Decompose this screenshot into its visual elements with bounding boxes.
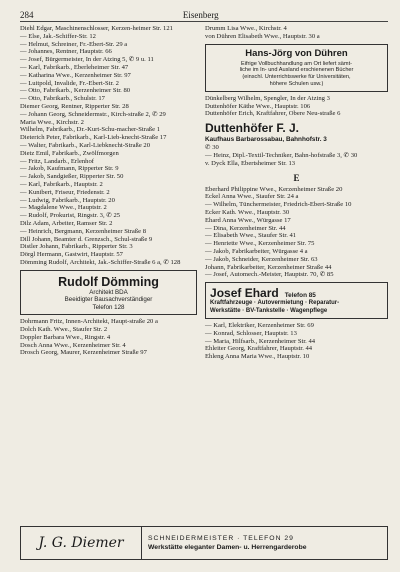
- directory-entry: — Elisabeth Wwe., Staufer Str. 41: [205, 232, 297, 240]
- section-title: Eisenberg: [182, 10, 219, 20]
- directory-entry: — Karl, Fabrikarb., Hauptstr. 2: [20, 180, 103, 188]
- directory-entry: — Karl, Fabrikarb., Eberleheimer Str. 47: [20, 63, 129, 71]
- ad-rudolf-line1: Architekt BDA: [89, 288, 128, 296]
- directory-entry: Dolch Kath. Wwe., Staufer Str. 2: [20, 326, 108, 333]
- directory-entry: Dilz Adam, Arbeiter, Ramser Str. 2: [20, 219, 113, 227]
- directory-entry: Eberhard Philippine Wwe., Kerzenheimer Straße 20: [205, 185, 343, 193]
- ad-ehard-line1: Kraftfahrzeuge · Autovermietung · Reparatur-: [210, 300, 340, 307]
- directory-entry: — Jakob, Sandgießer, Ripperter Str. 50: [20, 173, 124, 181]
- footer-ad-diemer: [20, 526, 388, 560]
- directory-entry: — Dina, Kerzenheimer Str. 44: [205, 224, 286, 232]
- directory-entry: von Dühren Elisabeth Wwe., Hauptstr. 30 a: [205, 32, 320, 40]
- directory-entry: — Karl, Elektriker, Kerzenheimer Str. 69: [205, 321, 314, 329]
- directory-entry: — Josef, Bürgermeister, In der Atzing 5, ✆ 9 u. 11: [20, 56, 154, 64]
- ad-ehard-name: Josef Ehard: [210, 286, 279, 301]
- directory-entry: Wilhelm, Fabrikarb., Dr.-Kurt-Schu-macher-Straße 1: [20, 126, 161, 134]
- left-column: [20, 25, 197, 361]
- ad-rudolf-name: Rudolf Dömming: [58, 274, 159, 289]
- page-number: 284: [20, 10, 34, 20]
- directory-entry: Dill Johann, Beamter d. Grenzsch., Schul-straße 9: [20, 235, 153, 243]
- page-header: [20, 10, 388, 22]
- ad-rudolf-line3: Telefon 128: [92, 303, 125, 311]
- directory-columns: [20, 25, 388, 361]
- directory-entry: — Magdalene Wwe., Hauptstr. 2: [20, 204, 107, 212]
- directory-entry: — Katharina Wwe., Kerzenheimer Str. 97: [20, 71, 131, 79]
- directory-entry: Eckel Anna Wwe., Staufer Str. 24 a: [205, 193, 299, 201]
- directory-entry: Dietz Emil, Fabrikarb., Zwölfmorgen: [20, 149, 119, 157]
- directory-entry: — Else, Jak.-Schiffer-Str. 12: [20, 32, 96, 40]
- directory-entry: — Otto, Fabrikarb., Kerzenheimer Str. 80: [20, 87, 131, 95]
- ad-duehren-line: (einschl. Unterrichtswerke für Universitäten,: [242, 74, 351, 81]
- ad-ehard-line2: Werkstätte · BV-Tankstelle · Wagenpflege: [210, 307, 328, 314]
- directory-entry: — Jakob, Schneider, Kerzenheimer Str. 63: [205, 255, 318, 263]
- directory-entry: Dömming Rudolf, Architekt, Jak.-Schiffer-Straße 6 a, ✆ 128: [20, 258, 181, 266]
- ad-duehren-line: Eifrige Vollbuchhandlung am Ort liefert sämt-: [241, 60, 352, 67]
- directory-entry: Drumm Lisa Wwe., Kirchstr. 4: [205, 25, 287, 32]
- right-entries-b: [205, 95, 388, 118]
- ad-josef-ehard: [205, 282, 388, 319]
- right-entries-e: [205, 322, 388, 361]
- ad-hans-joerg-duehren: [205, 44, 388, 92]
- directory-entry: — Rudolf, Prokurist, Ringstr. 3, ✆ 25: [20, 212, 121, 220]
- directory-entry: Maria Wwe., Kirchstr. 2: [20, 118, 84, 126]
- directory-entry: — Luitpold, Invalide, Fr.-Ebert-Str. 2: [20, 79, 119, 87]
- left-entries-b: [20, 318, 197, 357]
- directory-entry: — Kunibert, Friseur, Friedenstr. 2: [20, 188, 110, 196]
- directory-entry: Distler Johann, Fabrikarb., Ripperter Str. 3: [20, 243, 133, 251]
- section-letter: E: [293, 172, 300, 183]
- directory-entry: — Johannes, Rentner, Hauptstr. 66: [20, 48, 112, 56]
- directory-entry: Dosch Anna Wwe., Kerzenheimer Str. 4: [20, 341, 126, 349]
- directory-entry: Doppler Barbara Wwe., Ringstr. 4: [20, 333, 111, 341]
- directory-entry: Ehard Anna Wwe., Würgasse 17: [205, 216, 291, 224]
- ad-duehren-line: liche im In- und Ausland erschienenen Bücher: [239, 67, 354, 74]
- directory-entry: — Konrad, Schlosser, Hauptstr. 13: [205, 329, 297, 337]
- directory-entry: — Maria, Hilfsarb., Kerzenheimer Str. 44: [205, 337, 316, 345]
- directory-entry: ✆ 30: [205, 144, 219, 152]
- directory-entry: — Helmut, Schreiner, Fr.-Ebert-Str. 29 a: [20, 40, 128, 48]
- right-entries-c: [205, 144, 388, 167]
- directory-entry: Duttenhöfer Käthe Wwe., Hauptstr. 106: [205, 102, 311, 110]
- directory-entry: — Jakob, Fabrikarbeiter, Würgasse 4 a: [205, 247, 308, 255]
- directory-entry: — Walter, Fabrikarb., Karl-Liebknecht-Straße 20: [20, 141, 150, 149]
- footer-ad-line2: Werkstätte eleganter Damen- u. Herrengarderobe: [148, 544, 307, 551]
- directory-entry: — Heinrich, Bergmann, Kerzenheimer Straße 8: [20, 227, 147, 235]
- footer-ad-name: J. G. Diemer: [21, 527, 142, 559]
- duttenhoefer-subheading: Kaufhaus Barbarossabau, Bahnhofstr. 3: [205, 136, 327, 144]
- ad-rudolf-line2: Beeidigter Bausachverständiger: [64, 296, 153, 304]
- ad-ehard-tel: Telefon 85: [284, 292, 316, 300]
- directory-entry: — Wilhelm, Tünchermeister, Friedrich-Ebert-Straße 10: [205, 201, 352, 209]
- directory-entry: Dünkelberg Wilhelm, Spengler, In der Atzing 3: [205, 94, 330, 102]
- footer-ad-line1: SCHNEIDERMEISTER · TELEFON 29: [148, 535, 294, 542]
- directory-entry: Dörgl Hermann, Gastwirt, Hauptstr. 57: [20, 251, 123, 259]
- directory-entry: Ehleiter Georg, Kraftfahrer, Hauptstr. 44: [205, 345, 313, 353]
- right-entries-d: [205, 186, 388, 280]
- directory-entry: Drosch Georg, Maurer, Kerzenheimer Straße 97: [20, 349, 147, 357]
- ad-duehren-line: höhere Schulen usw.): [269, 80, 324, 87]
- directory-entry: Johann, Fabrikarbeiter, Kerzenheimer Straße 44: [205, 263, 332, 271]
- directory-entry: Diemer Georg, Rentner, Ripperter Str. 28: [20, 102, 129, 110]
- directory-entry: — Johann Georg, Schneidermstr., Kirch-straße 2, ✆ 29: [20, 110, 166, 118]
- duttenhoefer-heading: Duttenhöfer F. J.: [205, 121, 300, 136]
- directory-entry: — Josef, Automech.-Meister, Hauptstr. 70, ✆ 85: [205, 271, 334, 279]
- directory-entry: Dohrmann Fritz, Innen-Architekt, Haupt-straße 20 a: [20, 318, 158, 326]
- directory-entry: — Ludwig, Fabrikarb., Hauptstr. 20: [20, 196, 115, 204]
- directory-entry: Ehleng Anna Maria Wwe., Hauptstr. 10: [205, 353, 310, 361]
- directory-entry: — Jakob, Kaufmann, Ripperter Str. 9: [20, 165, 119, 173]
- right-column: [205, 25, 388, 361]
- directory-entry: Diehl Edgar, Maschinenschlosser, Kerzen-heimer Str. 121: [20, 25, 173, 32]
- directory-entry: v. Dyck Ella, Ebertsheimer Str. 13: [205, 159, 296, 167]
- directory-entry: Ecker Kath. Wwe., Hauptstr. 30: [205, 208, 290, 216]
- directory-entry: — Heinz, Dipl.-Textil-Techniker, Bahn-hofstraße 3, ✆ 30: [205, 151, 358, 159]
- left-entries-a: [20, 25, 197, 267]
- directory-entry: — Fritz, Landarb., Erlenhof: [20, 157, 94, 165]
- directory-entry: — Henriette Wwe., Kerzenheimer Str. 75: [205, 240, 315, 248]
- ad-rudolf-doemming: [20, 270, 197, 316]
- directory-entry: Dieterich Peter, Fabrikarb., Karl-Lieb-knecht-Straße 17: [20, 134, 167, 142]
- ad-duehren-name: Hans-Jörg von Dühren: [245, 47, 348, 59]
- right-entries-a: [205, 25, 388, 41]
- directory-entry: Duttenhöfer Erich, Kraftfahrer, Obere Neu-straße 6: [205, 110, 341, 118]
- directory-entry: — Otto, Fabrikarb., Schulstr. 17: [20, 95, 105, 103]
